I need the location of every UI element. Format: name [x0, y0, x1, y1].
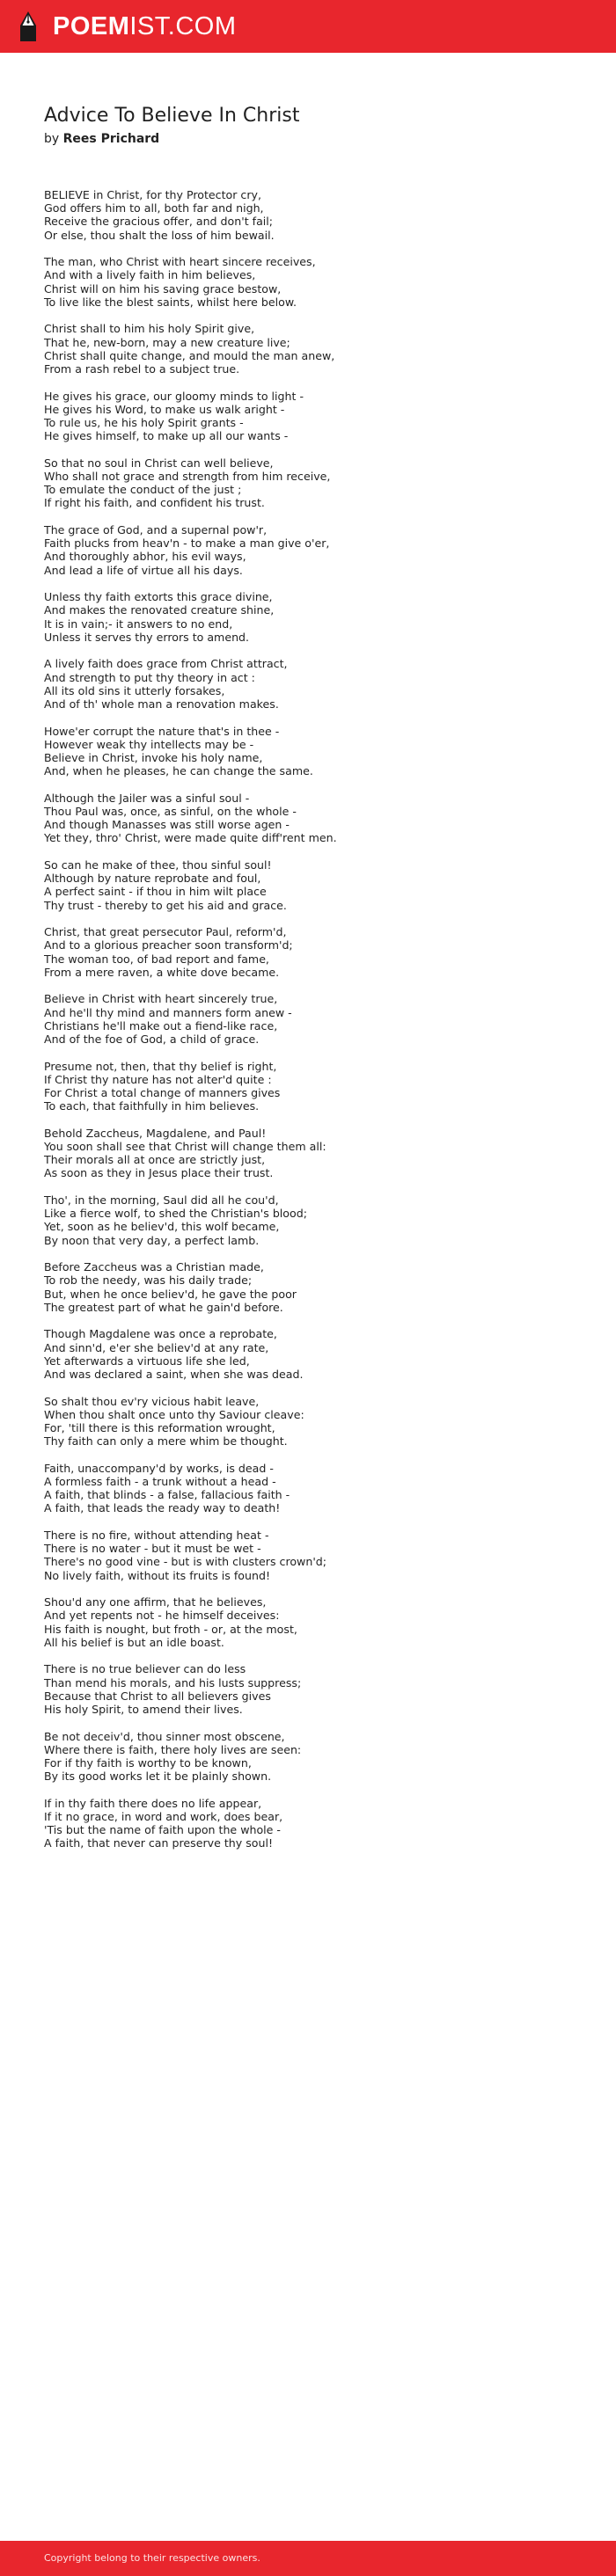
poem-line: For if thy faith is worthy to be known, — [44, 1756, 252, 1770]
poem-line: And was declared a saint, when she was dead. — [44, 1368, 304, 1382]
poem-line: Shou'd any one affirm, that he believes, — [44, 1595, 267, 1609]
poem-stanza — [44, 725, 572, 778]
poem-line: A perfect saint - if thou in him wilt place — [44, 885, 267, 899]
poem-stanza — [44, 1193, 572, 1247]
poem-line: Tho', in the morning, Saul did all he cou'd, — [44, 1193, 279, 1208]
copyright-text: Copyright belong to their respective owners. — [44, 2552, 260, 2564]
poem-line: By its good works let it be plainly shown. — [44, 1770, 272, 1784]
poem-line: Yet they, thro' Christ, were made quite diff'rent men. — [44, 831, 337, 845]
poem-stanza — [44, 188, 572, 242]
poem-line: To rob the needy, was his daily trade; — [44, 1273, 253, 1288]
poem-line: To emulate the conduct of the just ; — [44, 483, 242, 497]
poem-line: Receive the gracious offer, and don't fail; — [44, 215, 274, 229]
poem-stanza — [44, 1060, 572, 1113]
site-header — [0, 0, 616, 53]
poem-line: It is in vain;- it answers to no end, — [44, 617, 233, 631]
poem-line: That he, new-born, may a new creature live; — [44, 335, 290, 349]
poem-line: However weak thy intellects may be - — [44, 737, 254, 751]
poem-stanza — [44, 858, 572, 912]
poem-line: No lively faith, without its fruits is found! — [44, 1568, 271, 1582]
poem-line: Who shall not grace and strength from him receive, — [44, 470, 331, 484]
poem-line: And to a glorious preacher soon transform'd; — [44, 938, 293, 952]
poem-line: To rule us, he his holy Spirit grants - — [44, 416, 244, 430]
poem-line: If Christ thy nature has not alter'd quite : — [44, 1072, 272, 1086]
poem-line: If right his faith, and confident his trust. — [44, 496, 265, 510]
poem-line: So can he make of thee, thou sinful soul! — [44, 858, 272, 872]
poem-stanza — [44, 1662, 572, 1716]
poem-line: Christ, that great persecutor Paul, reform'd, — [44, 925, 287, 939]
poem-byline — [44, 130, 572, 148]
poem-line: Thy faith can only a mere whim be thought. — [44, 1434, 288, 1449]
poem-line: There is no fire, without attending heat - — [44, 1529, 269, 1543]
poem-line: And of the foe of God, a child of grace. — [44, 1033, 260, 1047]
poem-content — [44, 104, 572, 1864]
poem-line: From a rash rebel to a subject true. — [44, 362, 240, 376]
poem-line: For, 'till there is this reformation wrought, — [44, 1421, 275, 1435]
poem-line: The greatest part of what he gain'd before. — [44, 1300, 283, 1314]
poem-line: There's no good vine - but is with clusters crown'd; — [44, 1555, 327, 1569]
poem-stanza — [44, 255, 572, 309]
poem-stanza — [44, 1730, 572, 1784]
poem-line: Or else, thou shalt the loss of him bewail. — [44, 228, 275, 242]
poem-line: His faith is nought, but froth - or, at the most, — [44, 1622, 297, 1636]
poem-line: Unless thy faith extorts this grace divine, — [44, 590, 273, 604]
poem-line: Christ shall to him his holy Spirit give, — [44, 322, 255, 336]
poem-line: By noon that very day, a perfect lamb. — [44, 1233, 260, 1247]
poem-stanza — [44, 657, 572, 711]
poem-line: The woman too, of bad report and fame, — [44, 952, 269, 966]
poem-line: But, when he once believ'd, he gave the poor — [44, 1287, 297, 1301]
poem-stanza — [44, 992, 572, 1046]
poem-line: Howe'er corrupt the nature that's in thee - — [44, 724, 280, 738]
poem-line: Christ shall quite change, and mould the man anew, — [44, 348, 335, 362]
poem-stanza — [44, 1327, 572, 1381]
poem-line: You soon shall see that Christ will change them all: — [44, 1140, 326, 1154]
poem-line: Although the Jailer was a sinful soul - — [44, 791, 250, 805]
poem-line: A faith, that never can preserve thy soul! — [44, 1836, 274, 1850]
poem-line: There is no true believer can do less — [44, 1662, 246, 1676]
poem-line: Yet, soon as he believ'd, this wolf became, — [44, 1220, 280, 1234]
poem-line: And of th' whole man a renovation makes. — [44, 697, 279, 712]
poem-line: Christians he'll make out a fiend-like race, — [44, 1018, 278, 1033]
poem-line: And with a lively faith in him believes, — [44, 268, 256, 282]
poem-stanza — [44, 1127, 572, 1180]
poem-line: To each, that faithfully in him believes. — [44, 1099, 260, 1113]
poem-line: Though Magdalene was once a reprobate, — [44, 1327, 277, 1341]
poem-line: When thou shalt once unto thy Saviour cleave: — [44, 1407, 304, 1421]
poem-line: He gives his grace, our gloomy minds to light - — [44, 389, 304, 403]
poem-line: Before Zaccheus was a Christian made, — [44, 1260, 264, 1274]
by-label: by — [44, 132, 60, 146]
poem-line: And thoroughly abhor, his evil ways, — [44, 550, 246, 564]
poem-line: Thou Paul was, once, as sinful, on the whole - — [44, 805, 297, 819]
poem-line: He gives himself, to make up all our wants - — [44, 429, 289, 443]
poem-line: Faith plucks from heav'n - to make a man give o'er, — [44, 536, 330, 551]
poem-line: The grace of God, and a supernal pow'r, — [44, 523, 268, 537]
poem-line: And makes the renovated creature shine, — [44, 603, 275, 617]
poem-line: Christ will on him his saving grace bestow, — [44, 281, 282, 296]
poem-line: Thy trust - thereby to get his aid and grace. — [44, 898, 287, 912]
pen-nib-icon[interactable] — [19, 11, 37, 42]
poem-line: BELIEVE in Christ, for thy Protector cry, — [44, 188, 261, 201]
poem-stanza — [44, 1260, 572, 1314]
poem-stanza — [44, 925, 572, 979]
poem-body — [44, 188, 572, 1850]
poem-line: There is no water - but it must be wet - — [44, 1542, 261, 1556]
poem-line: Yet afterwards a virtuous life she led, — [44, 1354, 250, 1368]
author-link[interactable]: Rees Prichard — [62, 132, 160, 146]
poem-stanza — [44, 390, 572, 443]
poem-line: Than mend his morals, and his lusts suppress; — [44, 1675, 302, 1689]
poem-line: Although by nature reprobate and foul, — [44, 872, 261, 886]
logo-bold-text: POEM — [53, 12, 130, 40]
poem-line: And though Manasses was still worse agen - — [44, 818, 290, 832]
poem-line: And lead a life of virtue all his days. — [44, 563, 243, 577]
poem-line: A faith, that blinds - a false, fallacious faith - — [44, 1488, 290, 1502]
logo-thin-text: IST.COM — [129, 12, 237, 40]
poem-line: Like a fierce wolf, to shed the Christian's blood; — [44, 1207, 307, 1221]
poem-line: Because that Christ to all believers gives — [44, 1689, 271, 1703]
poem-line: Presume not, then, that thy belief is right, — [44, 1059, 277, 1073]
poem-line: And yet repents not - he himself deceives: — [44, 1609, 280, 1623]
poem-title: Advice To Believe In Christ — [44, 105, 300, 127]
poem-line: And sinn'd, e'er she believ'd at any rate, — [44, 1340, 269, 1354]
poem-line: Believe in Christ with heart sincerely true, — [44, 992, 278, 1006]
poem-line: If in thy faith there does no life appear, — [44, 1796, 262, 1810]
poem-line: Behold Zaccheus, Magdalene, and Paul! — [44, 1126, 267, 1140]
poem-line: The man, who Christ with heart sincere receives, — [44, 255, 316, 269]
poem-line: Be not deceiv'd, thou sinner most obscene, — [44, 1729, 285, 1743]
poem-line: Unless it serves thy errors to amend. — [44, 630, 250, 644]
poem-stanza — [44, 1595, 572, 1649]
poem-line: From a mere raven, a white dove became. — [44, 965, 280, 979]
poem-line: So shalt thou ev'ry vicious habit leave, — [44, 1394, 260, 1408]
poem-line: All his belief is but an idle boast. — [44, 1635, 224, 1649]
poem-line: All its old sins it utterly forsakes, — [44, 683, 225, 697]
poem-stanza — [44, 1395, 572, 1449]
poem-line: As soon as they in Jesus place their trust. — [44, 1166, 274, 1180]
poem-line: So that no soul in Christ can well believe, — [44, 456, 274, 470]
poem-line: And he'll thy mind and manners form anew - — [44, 1005, 292, 1019]
poem-line: To live like the blest saints, whilst here below. — [44, 295, 297, 309]
poem-stanza — [44, 1529, 572, 1582]
poem-line: If it no grace, in word and work, does bear, — [44, 1810, 283, 1824]
poem-stanza — [44, 1462, 572, 1515]
site-logo[interactable] — [53, 11, 237, 41]
poem-stanza — [44, 1797, 572, 1850]
poem-line: A faith, that leads the ready way to death! — [44, 1501, 281, 1515]
poem-line: Faith, unaccompany'd by works, is dead - — [44, 1461, 274, 1475]
poem-line: 'Tis but the name of faith upon the whole - — [44, 1823, 281, 1837]
poem-line: For Christ a total change of manners gives — [44, 1086, 281, 1100]
poem-line: Where there is faith, there holy lives are seen: — [44, 1742, 302, 1756]
poem-line: A lively faith does grace from Christ attract, — [44, 657, 288, 671]
poem-stanza — [44, 590, 572, 644]
site-footer — [0, 2541, 616, 2576]
poem-stanza — [44, 322, 572, 376]
poem-line: Their morals all at once are strictly just, — [44, 1153, 266, 1167]
poem-line: God offers him to all, both far and nigh, — [44, 201, 264, 215]
poem-line: Believe in Christ, invoke his holy name, — [44, 751, 263, 765]
poem-stanza — [44, 792, 572, 845]
poem-stanza — [44, 456, 572, 510]
poem-line: He gives his Word, to make us walk aright - — [44, 402, 285, 416]
poem-stanza — [44, 523, 572, 577]
poem-line: A formless faith - a trunk without a head - — [44, 1475, 276, 1489]
poem-line: And strength to put thy theory in act : — [44, 670, 255, 684]
poem-line: And, when he pleases, he can change the same. — [44, 764, 313, 778]
poem-line: His holy Spirit, to amend their lives. — [44, 1703, 243, 1717]
